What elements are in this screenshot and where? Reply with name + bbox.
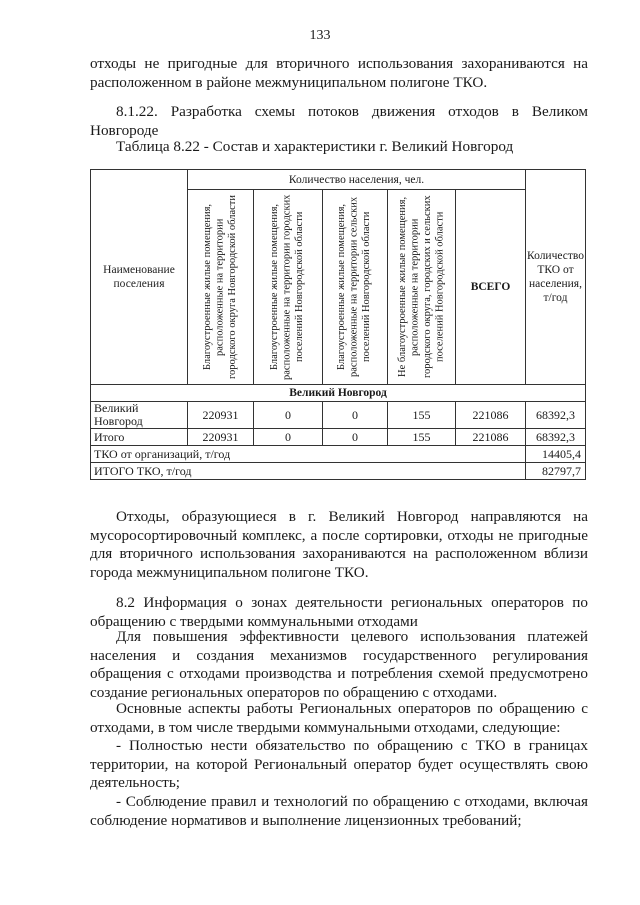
table-row [91, 402, 586, 429]
row-name: Итого [91, 429, 188, 446]
row-name: Великий Новгород [91, 402, 188, 429]
header-tko-population: Количество ТКО от населения, т/год [526, 170, 586, 385]
grand-total-value: 82797,7 [526, 463, 586, 480]
flow-paragraph: Отходы, образующиеся в г. Великий Новгород направляются на мусоросортировочный комплекс, а после сортировки, отходы не пригодные для вторичного использования захораниваются на расположенном вблизи города межмуниципальном полигоне ТКО. [90, 508, 588, 582]
population-table [90, 169, 586, 480]
row-tko: 68392,3 [526, 402, 586, 429]
row-c4: 155 [388, 402, 456, 429]
table-caption: Таблица 8.22 - Состав и характеристики г. Великий Новгород [116, 138, 514, 155]
bullet-item: - Полностью нести обязательство по обращению с ТКО в границах территории, на которой Региональный оператор будет осуществлять свою деятельность; [90, 737, 588, 792]
row-c4: 155 [388, 429, 456, 446]
page-number: 133 [309, 28, 331, 43]
row-total: 221086 [456, 429, 526, 446]
table-row [91, 429, 586, 446]
section2-heading: 8.2 Информация о зонах деятельности региональных операторов по обращению с твердыми коммунальными отходами [90, 594, 588, 630]
row-c3: 0 [323, 429, 388, 446]
section-heading: 8.1.22. Разработка схемы потоков движения отходов в Великом Новгороде [90, 103, 588, 139]
row-c2: 0 [254, 429, 323, 446]
header-col-rural-settlements: Благоустроенные жилые помещения, расположенные на территории сельских поселений Новгородской области [323, 190, 388, 385]
row-c2: 0 [254, 402, 323, 429]
org-value: 14405,4 [526, 446, 586, 463]
table-row-grand-total [91, 463, 586, 480]
row-c1: 220931 [188, 429, 254, 446]
row-c1: 220931 [188, 402, 254, 429]
grand-total-label: ИТОГО ТКО, т/год [91, 463, 526, 480]
intro-paragraph: отходы не пригодные для вторичного использования захораниваются на расположенном в районе межмуниципальном полигоне ТКО. [90, 55, 588, 91]
header-col-urban-settlements: Благоустроенные жилые помещения, расположенные на территории городских поселений Новгородской области [254, 190, 323, 385]
bullet-item: - Соблюдение правил и технологий по обращению с отходами, включая соблюдение нормативов и выполнение лицензионных требований; [90, 793, 588, 829]
header-settlement-name: Наименование поселения [91, 170, 188, 385]
table-row-organizations [91, 446, 586, 463]
efficiency-paragraph: Для повышения эффективности целевого использования платежей населения и создания механизмов государственного регулирования обращения с отходами производства и потребления схемой предусмотрено создание региональных операторов по обращению с отходами. [90, 628, 588, 702]
header-total: ВСЕГО [456, 190, 526, 385]
row-tko: 68392,3 [526, 429, 586, 446]
header-col-unimproved: Не благоустроенные жилые помещения, расположенные на территории городского округа, городских и сельских поселений Новгородской области [388, 190, 456, 385]
row-total: 221086 [456, 402, 526, 429]
header-col-city-district: Благоустроенные жилые помещения, расположенные на территории городского округа Новгородской области [188, 190, 254, 385]
row-c3: 0 [323, 402, 388, 429]
org-label: ТКО от организаций, т/год [91, 446, 526, 463]
aspects-paragraph: Основные аспекты работы Региональных операторов по обращению с отходами, в том числе твердыми коммунальными отходами, следующие: [90, 700, 588, 736]
header-population-group: Количество населения, чел. [188, 170, 526, 190]
table-section-label: Великий Новгород [91, 385, 586, 402]
